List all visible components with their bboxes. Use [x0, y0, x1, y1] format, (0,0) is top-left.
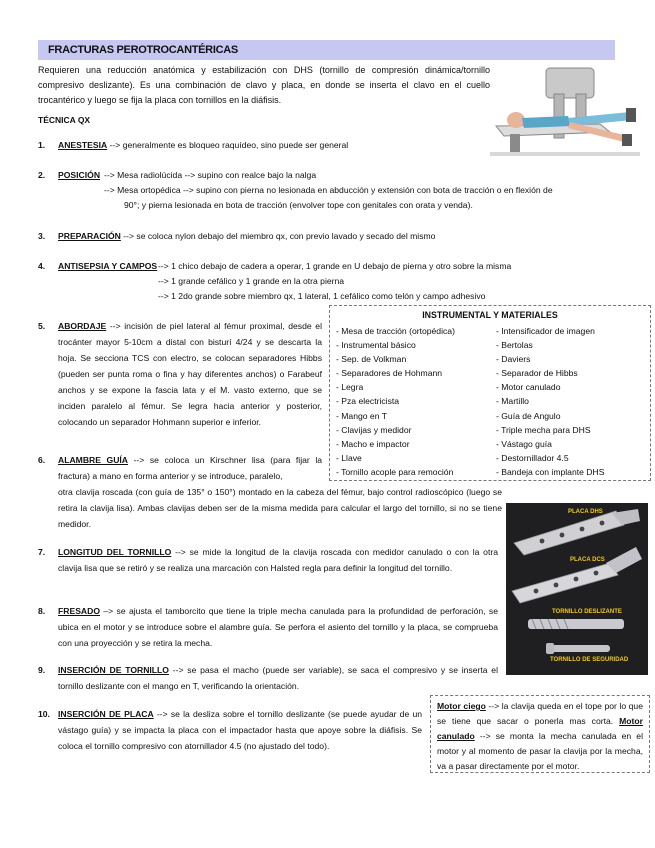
step-text: --> incisión de piel lateral al fémur proximal, desde el trocánter mayor 5-10cm a distal con bisturí 4/24 y se descarta la hoja. Se secciona TCS con electro, se colocan separadores Hibbs (pueden ser punta roma o fina y hay diferentes anchos) o Farabeuf anchos y se expone la fascia lata y el M. vasto externo, que se inciden paralelo al fémur. Se legra hacia anterior y posterior, colocando un separador Hohmann superior e inferior. [58, 321, 322, 427]
motor-canulado-text: --> se monta la mecha canulada en el motor y al momento de pasar la clavija por la mecha, va a pasar directamente por el motor. [437, 731, 643, 771]
step-heading: ALAMBRE GUÍA [58, 455, 129, 465]
motor-note-box [430, 695, 650, 773]
step-number: 8. [38, 606, 46, 616]
list-item: - Motor canulado [496, 382, 561, 393]
step-heading: LONGITUD DEL TORNILLO [58, 547, 172, 557]
step-heading: FRESADO [58, 606, 101, 616]
list-item: - Triple mecha para DHS [496, 424, 591, 435]
instrumental-right-list [496, 324, 604, 479]
list-item: - Tornillo acople para remoción [336, 466, 454, 477]
step-number: 6. [38, 455, 46, 465]
instrumental-left-list [336, 324, 455, 479]
step-6-continuation: otra clavija roscada (con guía de 135° o 150°) montado en la cabeza del fémur, bajo control radioscópico (luego se retira la clavija lisa). Ambas clavijas deben ser de la misma medida para calcular el largo del tornillo, si no se tiene medidor. [58, 487, 502, 529]
step-heading: ANESTESIA [58, 140, 108, 150]
instrumental-title: INSTRUMENTAL Y MATERIALES [422, 310, 558, 320]
step-10 [38, 706, 422, 754]
step-8 [38, 603, 498, 651]
list-item: - Macho e impactor [336, 438, 410, 449]
list-item: - Intensificador de imagen [496, 326, 595, 336]
motor-canulado-label: Motor canulado [437, 716, 644, 741]
step-6 [38, 452, 322, 484]
step-heading: PREPARACIÓN [58, 231, 121, 241]
list-item: - Llave [336, 452, 362, 463]
campos-item-2: --> 1 grande cefálico y 1 grande en la otra pierna [158, 276, 345, 286]
step-text: –> se ajusta el tamborcito que tiene la triple mecha canulada para la profundidad de perforación, se ubica en el motor y se introduce sobre el alambre guía. Se perfora el asiento del tornillo y la placa, se comprueba con una proyección y se retira la mecha. [58, 606, 498, 648]
step-text: --> se coloca un Kirschner lisa (para fijar la fractura) a mano en forma anterior y se introduce, paralelo, [58, 455, 323, 481]
photo-label: PLACA DHS [568, 509, 603, 515]
photo-label: TORNILLO DESLIZANTE [552, 609, 622, 615]
list-item: - Martillo [496, 396, 529, 407]
step-number: 4. [38, 261, 46, 271]
step-9 [38, 662, 498, 694]
page-title: FRACTURAS PEROTROCANTÉRICAS [38, 40, 615, 60]
list-item: - Mesa de tracción (ortopédica) [336, 326, 455, 336]
step-heading: INSERCIÓN DE TORNILLO [58, 665, 169, 675]
photo-label: PLACA DCS [570, 557, 605, 563]
list-item: - Sep. de Volkman [336, 354, 407, 365]
step-heading: ANTISEPSIA Y CAMPOS [58, 261, 158, 271]
step-text: --> se pasa el macho (puede ser variable), se saca el compresivo y se inserta el tornillo deslizante con el mango en T, verificando la orientación. [58, 665, 498, 691]
step-5 [38, 318, 322, 430]
campos-item-1: --> 1 chico debajo de cadera a operar, 1 grande en U debajo de pierna y otro sobre la misma [158, 261, 512, 271]
photo-label: TORNILLO DE SEGURIDAD [550, 657, 629, 663]
motor-ciego-text: --> la clavija queda en el tope por lo que se tiene que sacar o ponerla mas corta. [437, 701, 643, 726]
step-text: --> se coloca nylon debajo del miembro qx, con previo lavado y secado del mismo [120, 231, 436, 241]
implants-photo [506, 503, 648, 675]
step-number: 9. [38, 665, 46, 675]
surgical-table-illustration [490, 66, 640, 162]
list-item: - Instrumental básico [336, 340, 416, 351]
intro-paragraph: Requieren una reducción anatómica y estabilización con DHS (tornillo de compresión dinámica/tornillo compresivo deslizante). Es una combinación de clavo y placa, en donde se inserta el clavo en el cuello trocantérico y luego se fija la placa con tornillos en la diáfisis. [38, 65, 490, 105]
implants-illustration [506, 503, 648, 675]
list-item: - Daviers [496, 354, 531, 365]
instrumental-box [329, 305, 651, 481]
campos-item-3: --> 1 2do grande sobre miembro qx, 1 lateral, 1 cefálico como telón y campo adhesivo [158, 291, 486, 301]
step-number: 1. [38, 140, 46, 150]
list-item: - Destornillador 4.5 [496, 452, 569, 463]
position-option-1: --> Mesa radiolúcida --> supino con realce bajo la nalga [104, 170, 317, 180]
list-item: - Separadores de Hohmann [336, 368, 443, 379]
list-item: - Pza electricista [336, 396, 400, 407]
step-number: 3. [38, 231, 46, 241]
step-heading: POSICIÓN [58, 170, 101, 180]
step-number: 10. [38, 709, 50, 719]
list-item: - Clavijas y medidor [336, 424, 412, 435]
step-text: --> generalmente es bloqueo raquídeo, sino puede ser general [107, 140, 349, 150]
list-item: - Mango en T [336, 410, 387, 421]
list-item: - Bandeja con implante DHS [496, 466, 605, 477]
step-text: --> se la desliza sobre el tornillo deslizante (se puede ayudar de un vástago guía) y se impacta la placa con el impactador hasta que apoye sobre la diáfisis. Se coloca el tornillo compresivo con atornillador 4.5 (no ajustado del todo). [58, 709, 423, 751]
step-number: 5. [38, 321, 46, 331]
list-item: - Bertolas [496, 340, 533, 351]
list-item: - Legra [336, 382, 364, 393]
step-heading: ABORDAJE [58, 321, 107, 331]
position-option-2: --> Mesa ortopédica --> supino con pierna no lesionada en abducción y extensión con bota de tracción o en flexión de [104, 185, 553, 195]
step-number: 2. [38, 170, 46, 180]
step-text: --> se mide la longitud de la clavija roscada con medidor canulado o con la otra clavija lisa que se retiró y se realiza una marcación con Halsted regla para definir la longitud del tornillo. [58, 547, 498, 573]
list-item: - Separador de Hibbs [496, 368, 578, 379]
motor-ciego-label: Motor ciego [437, 701, 486, 711]
step-number: 7. [38, 547, 46, 557]
step-heading: INSERCIÓN DE PLACA [58, 709, 154, 719]
list-item: - Guía de Angulo [496, 410, 561, 421]
tecnica-heading: TÉCNICA QX [38, 115, 91, 125]
step-7 [38, 544, 498, 576]
list-item: - Vástago guía [496, 438, 552, 449]
position-option-2-cont: 90°; y pierna lesionada en bota de tracción (envolver tope con genitales con orata y venda). [124, 200, 473, 210]
